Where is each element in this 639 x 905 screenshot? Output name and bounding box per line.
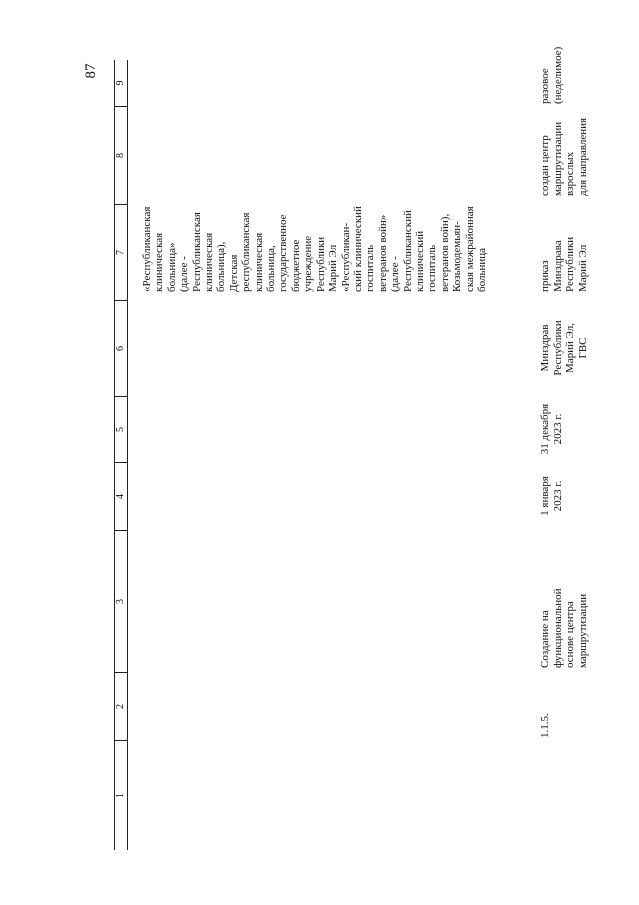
activity-line: основе центра: [564, 601, 576, 668]
prev-document-line: Республики: [314, 236, 327, 292]
prev-document-line: ская межрайонная: [463, 206, 476, 292]
column-header-3: 3: [115, 530, 127, 672]
prev-document-line: «Республикан-: [339, 222, 352, 292]
column-header-4: 4: [115, 462, 127, 530]
page-number: 87: [83, 63, 99, 79]
prev-document-line: Козьмодемьян-: [451, 221, 464, 292]
prev-document-line: клиническая: [153, 232, 166, 292]
prev-document-line: государственное: [277, 214, 290, 292]
document-cell: [539, 204, 589, 300]
result-cell: [539, 106, 589, 204]
prev-document-line: Республиканская: [190, 212, 203, 292]
prev-document-line: Марий Эл: [327, 244, 340, 292]
prev-document-line: «Республиканская: [141, 206, 153, 292]
prev-document-line: больница),: [215, 241, 228, 292]
responsible-line: Республики: [551, 320, 564, 376]
prev-document-line: учреждение: [302, 235, 315, 292]
activity-cell: [539, 530, 589, 672]
activity-line: Создание на: [539, 610, 551, 668]
table-row: [127, 46, 607, 850]
periodicity-cell: [539, 46, 564, 106]
prev-document-line: больница»: [165, 242, 178, 292]
end-date-line: 31 декабря: [539, 403, 551, 455]
document-line: приказ: [539, 260, 551, 292]
row-number: 1.1.5.: [539, 713, 551, 738]
activity-line: функциональной: [551, 588, 564, 668]
document-line: Марий Эл: [576, 244, 589, 292]
prev-document-line: госпиталь: [364, 244, 377, 292]
responsible-line: Марий Эл,: [564, 322, 576, 374]
prev-document-line: ветеранов войн),: [438, 213, 451, 292]
end-date-cell: [539, 396, 564, 462]
result-line: маршрутизации: [551, 121, 564, 196]
start-date-line: 2023 г.: [551, 480, 564, 512]
prev-document-line: госпиталь: [426, 244, 439, 292]
end-date-line: 2023 г.: [551, 413, 564, 445]
responsible-cell: [539, 300, 589, 396]
prev-document-line: больница,: [265, 245, 278, 292]
prev-document-line: ский клинический: [351, 206, 364, 292]
result-line: для направления: [576, 117, 589, 196]
prev-document-line: (далее -: [178, 256, 191, 292]
prev-document-line: ветеранов войн»: [376, 214, 389, 292]
prev-document-line: клиническая: [203, 232, 216, 292]
column-header-6: 6: [115, 300, 127, 396]
prev-document-line: республиканская: [240, 212, 253, 292]
column-header-7: 7: [115, 204, 127, 300]
column-header-2: 2: [115, 672, 127, 740]
prev-document-line: клинический: [413, 230, 426, 292]
column-header-1: 1: [115, 740, 127, 850]
responsible-line: Минздрав: [539, 324, 551, 372]
row-number-cell: [539, 672, 552, 740]
start-date-line: 1 января: [539, 476, 551, 516]
result-line: создан центр: [539, 135, 551, 196]
prev-document-line: Республиканский: [401, 210, 414, 292]
prev-document-line: (далее -: [389, 256, 402, 292]
table-header-row: [114, 60, 128, 850]
prev-document-line: клиническая: [252, 232, 265, 292]
prev-document-line: Детская: [227, 254, 240, 292]
document-line: Республики: [564, 236, 576, 292]
prev-document-line: больница: [475, 248, 488, 292]
column-header-8: 8: [115, 106, 127, 204]
column-header-5: 5: [115, 396, 127, 462]
responsible-line: ГВС: [576, 337, 589, 359]
start-date-cell: [539, 462, 564, 530]
prev-document-cell: [141, 204, 488, 300]
rotated-table: [114, 46, 607, 850]
activity-line: маршрутизации: [576, 593, 589, 668]
prev-document-line: бюджетное: [289, 239, 302, 292]
result-line: взрослых: [564, 151, 576, 196]
periodicity-line: (неделимое): [551, 46, 564, 104]
column-header-9: 9: [115, 80, 126, 86]
document-line: Минздрава: [551, 240, 564, 292]
periodicity-line: разовое: [539, 68, 551, 104]
